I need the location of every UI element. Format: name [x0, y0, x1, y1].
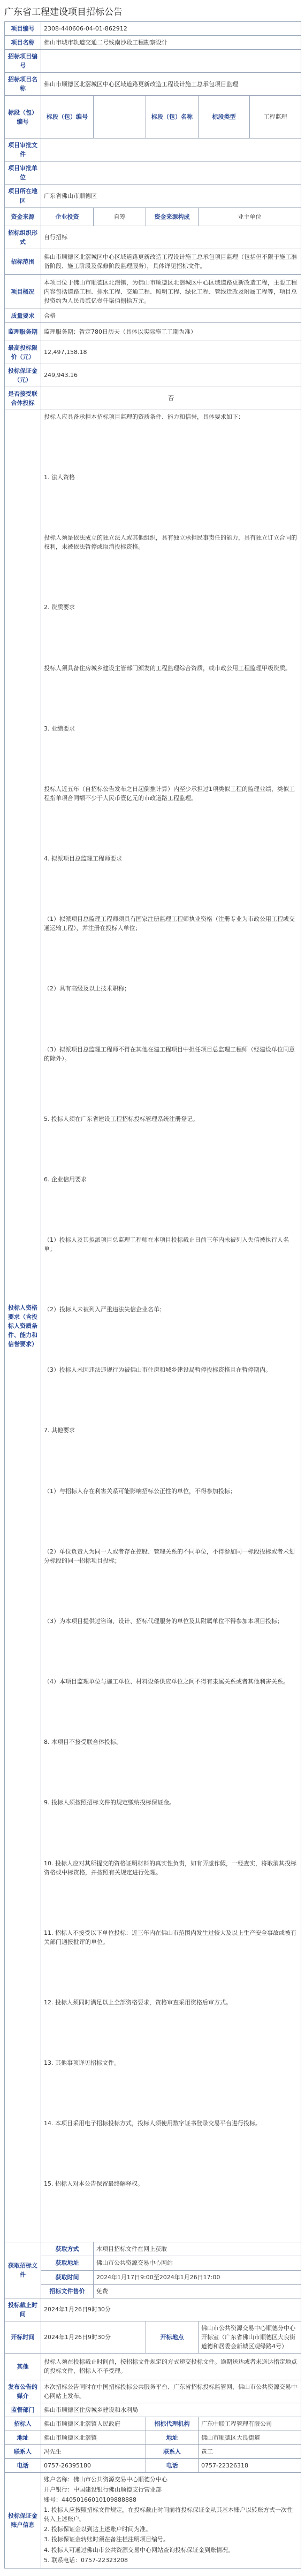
- table-row: [5, 50, 301, 73]
- bid-section-code-label: 标段（包）编号: [41, 96, 94, 139]
- table-row: [5, 309, 301, 322]
- paragraph-gap: [44, 804, 298, 854]
- tender-info-table: [4, 21, 301, 2569]
- tenderer-phone-label: 电话: [5, 2459, 41, 2473]
- ceiling-label: 最高投标限价（元）: [5, 341, 41, 364]
- table-row: [5, 2445, 301, 2459]
- doc-addr[interactable]: 佛山市公共资源交易中心网站: [94, 2256, 301, 2270]
- requirement-paragraph: （1）与招标人存在利害关系可能影响招标公正性的单位，不得参加投标；: [44, 1487, 236, 1495]
- project-name-value: 佛山市城市轨道交通二号线南沙段工程勘察设计: [41, 36, 301, 50]
- requirement-paragraph: （1）拟派项目总监理工程师须具有国家注册监理工程师执业资格（注册专业为市政公用工程或交通运输工程），并注册在投标人单位；: [44, 916, 295, 932]
- approval-org-value: [41, 162, 301, 184]
- bank-label: 投标保证金账户信息: [5, 2473, 41, 2568]
- paragraph-gap: [44, 1808, 298, 1858]
- table-row: [5, 2284, 301, 2298]
- paragraph-gap: [44, 674, 298, 724]
- paragraph-gap: [44, 552, 298, 603]
- table-row: [5, 2403, 301, 2417]
- quality-label: 质量要求: [5, 309, 41, 322]
- scope-label: 招标范围: [5, 249, 41, 274]
- requirement-paragraph: 13. 其他事项详见招标文件。: [44, 2059, 120, 2067]
- other-label: 其他: [5, 2353, 41, 2380]
- fund-source-1: 自筹: [94, 207, 146, 226]
- requirement-paragraph: （4）本项目监理单位与施工单位、材料设备供应单位之间不得有隶属关系或者其他利害关系。: [44, 1678, 289, 1686]
- overview-label: 项目概况: [5, 274, 41, 309]
- requirement-paragraph: （2）单位负责人为同一人或者存在控股、管理关系的不同单位，不得参加同一标段投标或者未划分标段的同一招标项目投标；: [44, 1548, 295, 1564]
- table-row: [5, 2270, 301, 2284]
- deposit-value: 249,943.16: [41, 364, 301, 387]
- paragraph-gap: [44, 934, 298, 984]
- bank-line: 账号：44050166010109888888: [44, 2496, 136, 2504]
- doc-method: 本项目招标文件在网上获取: [94, 2242, 301, 2256]
- quality-value: 合格: [41, 309, 301, 322]
- scope-value: 佛山市顺德区北滘城区中心区域道路更新改造工程设计施工总承包项目监理（包括但不限于施工准备阶段、施工阶段及保修阶段监理服务），具体详见招标文件。: [41, 249, 301, 274]
- bid-deadline-value: 2024年1月26日9时30分: [41, 2298, 301, 2321]
- bank-line: 4. 投标人可通过佛山市公共资源交易中心网站查询投标保证金到账情况。: [44, 2546, 234, 2554]
- bid-section-name-label: 标段（包）名称: [146, 96, 199, 139]
- doc-get-label: 获取招标文件: [5, 2242, 41, 2298]
- tender-org-value: 自行招标: [41, 226, 301, 249]
- requirement-paragraph: （3）为本项目提供过咨询、设计、招标代理服务的单位及其附属单位不得参加本项目投标；: [44, 1617, 283, 1625]
- table-row: [5, 2417, 301, 2431]
- doc-method-label: 获取方式: [41, 2242, 94, 2256]
- bid-section-label: 标段（包）编号: [5, 96, 41, 139]
- paragraph-gap: [44, 422, 298, 473]
- approval-org-label: 项目审批单位: [5, 162, 41, 184]
- period-label: 监理服务期: [5, 322, 41, 341]
- media-label: 发布公告的媒介: [5, 2380, 41, 2403]
- bid-open-value: 2024年1月26日9时30分: [41, 2321, 146, 2353]
- overview-value: 本项目位于佛山市顺德区北滘镇，为佛山市顺德区北滘城区中心区域道路更新改造工程，主要工程内容包括道路工程、排水工程、交通工程、照明工程、绿化工程、管线迁改及附属工程等，项目总投资约为人民币贰亿壹仟柒佰捌拾万元。: [41, 274, 301, 309]
- paragraph-gap: [44, 1878, 298, 1928]
- requirement-paragraph: （2）投标人未被列入严重违法失信企业名单；: [44, 1306, 165, 1313]
- table-row: [5, 207, 301, 226]
- table-row: [5, 341, 301, 364]
- paragraph-gap: [44, 1125, 298, 1175]
- agent-addr: 佛山市顺德区大良街道: [199, 2431, 301, 2445]
- paragraph-gap: [44, 994, 298, 1044]
- project-code-value: 2308-440606-04-01-862912: [41, 22, 301, 36]
- requirement-paragraph: 7. 其他要求: [44, 1427, 75, 1434]
- agent-phone-label: 电话: [146, 2459, 199, 2473]
- bank-line: 账户名称：佛山市公共资源交易中心顺德分中心: [44, 2476, 167, 2483]
- project-code-label: 项目编号: [5, 22, 41, 36]
- supervision-value: 佛山市顺德区住房城乡建设和水利局: [41, 2403, 301, 2417]
- page-title: 广东省工程建设项目招标公告: [4, 7, 123, 18]
- package-code-value: [41, 50, 301, 73]
- paragraph-gap: [44, 2069, 298, 2119]
- approval-file-value: [41, 139, 301, 162]
- table-row: [5, 2256, 301, 2270]
- paragraph-gap: [44, 864, 298, 914]
- requirement-paragraph: 4. 拟派项目总监理工程师要求: [44, 855, 122, 863]
- table-row: [5, 249, 301, 274]
- paragraph-gap: [44, 1748, 298, 1798]
- approval-file-label: 项目审批文件: [5, 139, 41, 162]
- consortium-label: 是否接受联合体投标: [5, 387, 41, 410]
- agent-label: 招标代理机构: [146, 2417, 199, 2431]
- paragraph-gap: [44, 1255, 298, 1305]
- table-row: [5, 2380, 301, 2403]
- fund-source-2-label: 资金来源构成: [146, 207, 199, 226]
- doc-time: 2024年1月17日9:00至2024年1月26日17:00: [94, 2270, 301, 2284]
- doc-time-label: 获取时间: [41, 2270, 94, 2284]
- paragraph-gap: [44, 1185, 298, 1235]
- table-row: [5, 2242, 301, 2256]
- fund-source-label: 资金来源: [5, 207, 41, 226]
- requirement-paragraph: 8. 本项目不接受联合体投标。: [44, 1739, 122, 1746]
- table-row: [5, 410, 301, 2242]
- requirement-paragraph: 5. 投标人须在广东省建设工程招标投标管理系统注册登记。: [44, 1115, 199, 1122]
- project-name-label: 项目名称: [5, 36, 41, 50]
- requirement-paragraph: 投标人应具备承担本招标项目监理的资质条件、能力和信誉，具体要求如下：: [44, 413, 244, 420]
- fund-source-1-label: 企业投资: [41, 207, 94, 226]
- table-row: [5, 364, 301, 387]
- fund-source-2: 业主单位: [199, 207, 301, 226]
- bank-line: 1. 投标人应按照招标文件规定，在投标截止时间前将投标保证金从其基本账户以转账方式一次性转入上述账户。: [44, 2506, 293, 2523]
- requirement-paragraph: 投标人须具备住房城乡建设主管部门颁发的工程监理综合资质，或市政公用工程监理甲级资质。: [44, 664, 291, 672]
- table-row: [5, 387, 301, 410]
- requirement-paragraph: 12. 投标人须同时满足以上全部资格要求，资格审查采用资格后审方式。: [44, 1998, 232, 2006]
- bank-line: 开户银行：中国建设银行佛山顺德支行营业部: [44, 2486, 162, 2494]
- tender-org-label: 招标组织形式: [5, 226, 41, 249]
- paragraph-gap: [44, 1627, 298, 1677]
- table-row: [5, 73, 301, 96]
- paragraph-gap: [44, 2008, 298, 2058]
- table-row: [5, 22, 301, 36]
- supervision-label: 监督部门: [5, 2403, 41, 2417]
- table-row: [5, 184, 301, 207]
- table-row: [5, 2473, 301, 2568]
- bid-open-label: 开标时间: [5, 2321, 41, 2353]
- bank-line: 5. 联系电话：0757-22323208: [44, 2556, 128, 2564]
- agent-phone: 0757-22326318: [199, 2459, 301, 2473]
- tenderer-addr: 佛山市顺德区北滘镇: [41, 2431, 146, 2445]
- requirement-paragraph: （3）拟派项目总监理工程师不得在其他在建工程项目中担任项目总监理工程师（经建设单位同意的除外）。: [44, 1045, 295, 1062]
- bank-info: [41, 2473, 301, 2568]
- table-row: [5, 36, 301, 50]
- doc-fee: 免费: [94, 2284, 301, 2298]
- agent-contact-label: 联系人: [146, 2445, 199, 2459]
- paragraph-gap: [44, 1436, 298, 1487]
- paragraph-gap: [44, 1064, 298, 1114]
- requirement-paragraph: 3. 业绩要求: [44, 725, 75, 732]
- other-value: 投标人须在投标截止时间前，按招标文件规定的方式递交投标文件。逾期送达或者未送达指定地点的投标文件，招标人不予受理。: [41, 2353, 301, 2380]
- location-value: 广东省佛山市顺德区: [41, 184, 301, 207]
- doc-fee-label: 招标文件售价: [41, 2284, 94, 2298]
- table-row: [5, 162, 301, 184]
- bid-section-code: [94, 96, 146, 139]
- tenderer-addr-label: 地址: [5, 2431, 41, 2445]
- bid-open-place-label: 开标地点: [146, 2321, 199, 2353]
- requirement-paragraph: 15. 招标人对本公告保留最终解释权。: [44, 2180, 143, 2188]
- paragraph-gap: [44, 613, 298, 664]
- paragraph-gap: [44, 2189, 298, 2240]
- table-row: [5, 274, 301, 309]
- consortium-value: 否: [41, 387, 301, 410]
- paragraph-gap: [44, 1948, 298, 1998]
- agent-value: 广东中联工程管理有限公司: [199, 2417, 301, 2431]
- agent-addr-label: 地址: [146, 2431, 199, 2445]
- package-name-value: 佛山市顺德区北滘城区中心区域道路更新改造工程设计施工总承包项目监理: [41, 73, 301, 96]
- tenderer-contact-label: 联系人: [5, 2445, 41, 2459]
- requirement-paragraph: （2）具有高级及以上技术职称；: [44, 985, 130, 993]
- requirement-paragraph: （1）投标人及其拟派项目总监理工程师在本项目投标截止日前三年内未被列入失信被执行人名单；: [44, 1236, 289, 1253]
- bank-line: 3. 投标保证金转账时须在备注栏注明项目编号。: [44, 2536, 169, 2543]
- bidder-qual-label: 投标人资格要求（含投标人资质条件、能力和信誉要求）: [5, 410, 41, 2242]
- location-label: 项目所在地区: [5, 184, 41, 207]
- package-name-label: 招标项目名称: [5, 73, 41, 96]
- period-value: 监理服务期：暂定780日历天（具体以实际施工工期为准）: [41, 322, 301, 341]
- media-value: 本次招标公告同时在中国招标投标公共服务平台、广东省招标投标监管网、佛山市公共资源交易中心网站上发布。: [41, 2380, 301, 2403]
- requirement-paragraph: 11. 招标人不接受以下单位投标：近三年内在佛山市范围内发生过较大及以上生产安全事故或被有关部门通报批评的单位。: [44, 1929, 296, 1946]
- bid-section-type-label: 标段类型: [199, 96, 250, 139]
- bid-deadline-label: 投标截止时间: [5, 2298, 41, 2321]
- paragraph-gap: [44, 2129, 298, 2179]
- package-code-label: 招标项目编号: [5, 50, 41, 73]
- table-row: [5, 96, 301, 139]
- requirement-paragraph: 14. 本项目采用电子招标投标方式，投标人须使用数字证书登录交易平台进行投标。: [44, 2120, 261, 2127]
- doc-addr-label: 获取地址: [41, 2256, 94, 2270]
- table-row: [5, 2321, 301, 2353]
- paragraph-gap: [44, 1566, 298, 1617]
- bid-section-type: 工程监理: [250, 96, 301, 139]
- requirement-paragraph: 2. 资质要求: [44, 604, 75, 611]
- paragraph-gap: [44, 734, 298, 785]
- requirement-paragraph: 1. 法人资格: [44, 474, 75, 481]
- paragraph-gap: [44, 1315, 298, 1365]
- requirement-paragraph: （3）投标人未因违法违规行为被佛山市住房和城乡建设局暂停投标资格且在暂停期内。: [44, 1366, 271, 1374]
- deposit-label: 投标保证金（元）: [5, 364, 41, 387]
- table-row: [5, 2431, 301, 2445]
- requirement-paragraph: 9. 投标人须按照招标文件的规定缴纳投标保证金。: [44, 1799, 175, 1806]
- tenderer-phone: 0757-26395180: [41, 2459, 146, 2473]
- requirement-paragraph: 投标人近五年（自招标公告发布之日起倒推计算）内至少承担过1项类似工程的监理业绩，类似工程指单项合同额不少于人民币壹亿元的市政道路工程监理。: [44, 785, 295, 802]
- ceiling-value: 12,497,158.18: [41, 341, 301, 364]
- bank-line: 2. 投标保证金以到达上述账户时间为准。: [44, 2526, 151, 2533]
- paragraph-gap: [44, 483, 298, 533]
- tenderer-contact: 冯先生: [41, 2445, 146, 2459]
- requirement-paragraph: 6. 企业信用要求: [44, 1175, 87, 1183]
- bidder-qual-requirements: [41, 410, 301, 2242]
- paragraph-gap: [44, 1497, 298, 1547]
- table-row: [5, 2459, 301, 2473]
- requirement-paragraph: 投标人须是依法成立的独立法人或其他组织，具有独立承担民事责任的能力，具有独立订立合同的权利，未被依法暂停或取消投标资格。: [44, 534, 297, 551]
- table-row: [5, 139, 301, 162]
- tenderer-value: 佛山市顺德区北滘镇人民政府: [41, 2417, 146, 2431]
- agent-contact: 黄工: [199, 2445, 301, 2459]
- table-row: [5, 322, 301, 341]
- paragraph-gap: [44, 1375, 298, 1426]
- paragraph-gap: [44, 1687, 298, 1737]
- table-row: [5, 2353, 301, 2380]
- requirement-paragraph: 10. 投标人应对其所提交的资格证明材料的真实性负责，如有弄虚作假，一经查实，将取消其投标资格或中标资格，并按照有关规定进行处理。: [44, 1859, 296, 1876]
- tenderer-label: 招标人: [5, 2417, 41, 2431]
- table-row: [5, 2298, 301, 2321]
- table-row: [5, 226, 301, 249]
- bid-open-place: 佛山市公共资源交易中心顺德分中心开标室（广东省佛山市顺德区大良街道德和居委会新城区观绿路4号）: [199, 2321, 301, 2353]
